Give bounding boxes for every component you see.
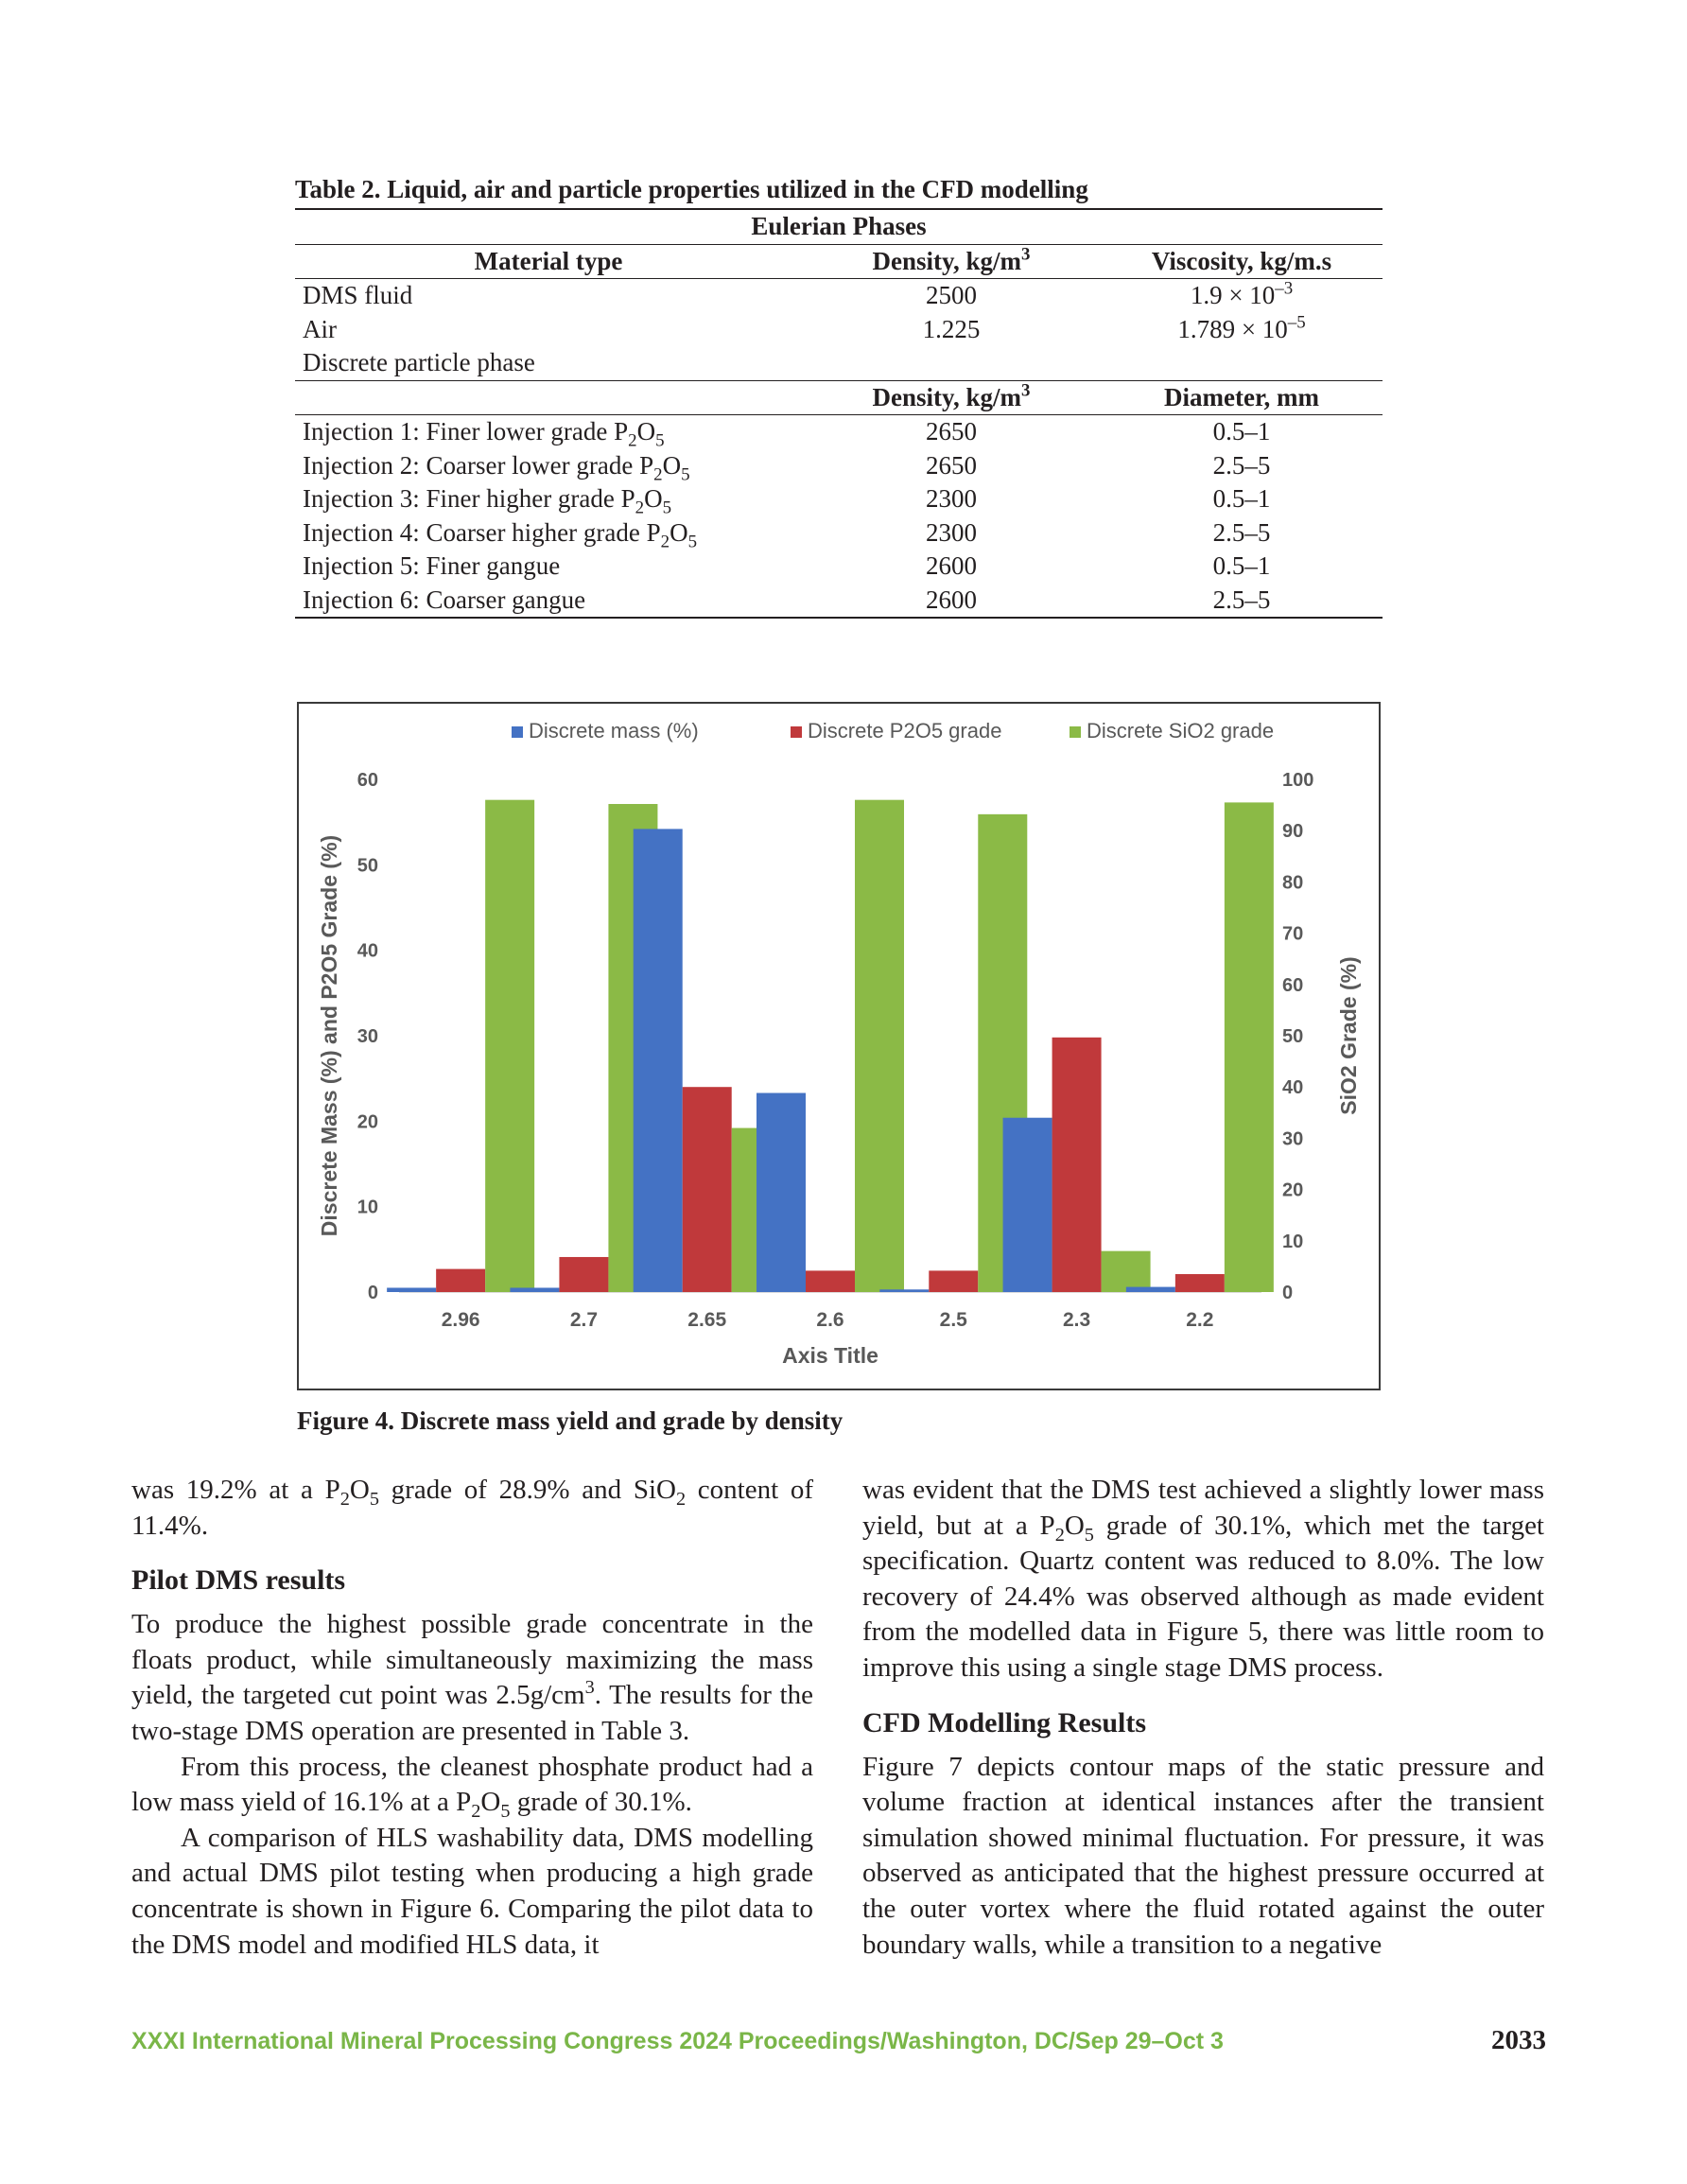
column-header-material: Material type — [474, 246, 623, 275]
y2-tick-label: 70 — [1282, 923, 1304, 945]
bar — [436, 1269, 485, 1292]
bar — [855, 800, 904, 1292]
injection-name-cell: Injection 2: Coarser lower grade $P_2O_5$ — [303, 450, 690, 485]
x-tick-label: 2.5 — [939, 1309, 967, 1331]
x-tick-label: 2.7 — [569, 1309, 599, 1331]
table-row — [295, 449, 1383, 483]
paragraph: Figure 7 depicts contour maps of the static pressure and volume fraction at identical instances after the transient simulation showed minimal fluctuation. For pressure, it was observed as anticipated that the highest pressure occurred at the outer vortex where the fluid rotated against the outer boundary walls, while a transition to a negative — [862, 1751, 1544, 1960]
legend-label: Discrete SiO2 grade — [1087, 719, 1275, 743]
diameter-cell: 2.5–5 — [1212, 517, 1271, 547]
conference-footer: XXXI International Mineral Processing Congress 2024 Proceedings/Washington, DC/Sep 29–Oct 3 — [131, 2028, 1224, 2054]
diameter-cell: 2.5–5 — [1212, 585, 1271, 614]
bar — [879, 1289, 929, 1292]
material-cell: Air — [303, 314, 337, 343]
y-tick-label: 50 — [357, 855, 378, 877]
x-tick-label: 2.96 — [441, 1309, 480, 1331]
density-cell — [802, 346, 1101, 380]
injection-rows — [295, 415, 1383, 619]
material-cell: DMS fluid — [303, 281, 413, 309]
bar — [1003, 1118, 1052, 1292]
y-tick-label: 20 — [357, 1111, 378, 1133]
y2-tick-label: 60 — [1282, 974, 1304, 996]
eulerian-phases-header: Eulerian Phases — [751, 212, 927, 240]
legend-swatch — [791, 726, 802, 738]
y2-tick-label: 100 — [1282, 770, 1314, 791]
y2-tick-label: 10 — [1282, 1231, 1304, 1252]
column-header-diameter: Diameter, mm — [1164, 382, 1319, 411]
injection-name-cell: Injection 1: Finer lower grade $P_2O_5$ — [303, 417, 665, 451]
injection-name-cell: Injection 6: Coarser gangue — [303, 585, 586, 614]
legend-label: Discrete P2O5 grade — [808, 719, 1002, 743]
diameter-cell: 0.5–1 — [1212, 417, 1271, 446]
figure-caption: Figure 4. Discrete mass yield and grade by density — [297, 1406, 844, 1435]
bar — [1052, 1038, 1102, 1292]
diameter-cell: 0.5–1 — [1212, 551, 1271, 580]
properties-table — [295, 208, 1383, 619]
bar — [683, 1087, 732, 1292]
legend-swatch — [512, 726, 523, 738]
bar — [1126, 1287, 1175, 1292]
bar — [929, 1270, 978, 1292]
column-header-viscosity: Viscosity, kg/m.s — [1151, 246, 1332, 275]
bar — [485, 800, 534, 1292]
paragraph: was evident that the DMS test achieved a slightly lower mass yield, but at a $P_2O_5$ grade of 30.1%, which met the target specification. Quartz content was reduced to 8.0%. The low recovery of 24.4% was observed although as made evident from the modelled data in Figure 5, there was little room to improve this using a single stage DMS process. — [862, 1475, 1544, 1683]
table-row — [295, 313, 1383, 347]
x-tick-label: 2.2 — [1186, 1309, 1214, 1331]
diameter-cell: 0.5–1 — [1212, 484, 1271, 513]
y-tick-label: 60 — [357, 770, 378, 791]
y2-tick-label: 80 — [1282, 872, 1304, 894]
density-cell: 1.225 — [922, 314, 981, 343]
density-cell: 2300 — [926, 484, 977, 513]
y-tick-label: 10 — [357, 1197, 378, 1218]
density-cell: 2650 — [926, 450, 977, 480]
bar — [634, 829, 683, 1292]
table-row — [295, 415, 1383, 449]
y-tick-label: 40 — [357, 940, 378, 962]
figure-4-chart — [297, 702, 1381, 1390]
x-tick-label: 2.3 — [1062, 1309, 1091, 1331]
y2-tick-label: 0 — [1282, 1283, 1294, 1303]
y2-tick-label: 50 — [1282, 1026, 1304, 1047]
y2-tick-label: 30 — [1282, 1128, 1304, 1150]
left-column — [131, 1473, 813, 1963]
eulerian-rows — [295, 279, 1383, 381]
y-axis-title: Discrete Mass (%) and P2O5 Grade (%) — [317, 834, 341, 1237]
y2-tick-label: 20 — [1282, 1179, 1304, 1201]
bar — [1175, 1274, 1225, 1292]
material-cell: Discrete particle phase — [303, 348, 535, 376]
y2-tick-label: 90 — [1282, 821, 1304, 843]
table-2 — [295, 172, 1383, 619]
table-row — [295, 550, 1383, 584]
injection-name-cell: Injection 5: Finer gangue — [303, 551, 561, 580]
right-column — [862, 1473, 1544, 1963]
x-tick-label: 2.6 — [816, 1309, 844, 1331]
section-heading-cfd-results: CFD Modelling Results — [862, 1706, 1146, 1738]
legend-label: Discrete mass (%) — [529, 719, 699, 743]
y-tick-label: 30 — [357, 1026, 378, 1047]
density-cell: 2600 — [926, 551, 977, 580]
bar — [1225, 802, 1274, 1292]
paragraph: A comparison of HLS washability data, DMS modelling and actual DMS pilot testing when producing a high grade concentrate is shown in Figure 6. Comparing the pilot data to the DMS model and modified HLS data, it — [131, 1822, 813, 1960]
table-row — [295, 516, 1383, 550]
bar — [1102, 1251, 1151, 1292]
bar — [806, 1270, 855, 1292]
table-row — [295, 584, 1383, 619]
bar — [757, 1093, 806, 1292]
column-header-density-2: Density, $kg/m^3$ — [872, 380, 1031, 411]
bar — [510, 1287, 559, 1292]
y2-axis-title: SiO2 Grade (%) — [1336, 956, 1361, 1115]
density-cell: 2300 — [926, 517, 977, 547]
density-cell: 2500 — [926, 281, 977, 309]
table-caption: Table 2. Liquid, air and particle properties utilized in the CFD modelling — [295, 175, 1088, 203]
paragraph: was 19.2% at a $P_2O_5$ grade of 28.9% and SiO$_2$ content of 11.4%. — [131, 1475, 814, 1541]
x-tick-label: 2.65 — [687, 1309, 727, 1331]
bar-chart — [299, 704, 1379, 1389]
viscosity-cell — [1101, 346, 1383, 380]
y2-tick-label: 40 — [1282, 1077, 1304, 1099]
y-tick-label: 0 — [367, 1283, 378, 1303]
density-cell: 2600 — [926, 585, 977, 614]
table-row — [295, 279, 1383, 313]
bar — [387, 1287, 436, 1292]
density-cell: 2650 — [926, 417, 977, 446]
x-axis-title: Axis Title — [782, 1343, 878, 1368]
section-heading-pilot-dms: Pilot DMS results — [131, 1564, 346, 1597]
table-row — [295, 346, 1383, 380]
table-row — [295, 482, 1383, 516]
injection-name-cell: Injection 4: Coarser higher grade $P_2O_5$ — [303, 517, 698, 552]
viscosity-cell: $1.9 \times 10^{-3}$ — [1190, 278, 1294, 309]
legend-swatch — [1070, 726, 1081, 738]
injection-name-cell: Injection 3: Finer higher grade $P_2O_5$ — [303, 484, 672, 518]
paragraph: From this process, the cleanest phosphate product had a low mass yield of 16.1% at a $P_2O_5$ grade of 30.1%. — [131, 1751, 813, 1823]
column-header-density: Density, $kg/m^3$ — [872, 244, 1031, 275]
diameter-cell: 2.5–5 — [1212, 450, 1271, 480]
page-number: 2033 — [1491, 2025, 1546, 2055]
viscosity-cell: $1.789 \times 10^{-5}$ — [1177, 312, 1306, 343]
paragraph: To produce the highest possible grade concentrate in the floats product, while simultaneously maximizing the mass yield, the targeted cut point was $2.5g/cm^3$. The results for the two-stage DMS operation are presented in Table 3. — [131, 1609, 813, 1746]
bar — [559, 1257, 608, 1292]
